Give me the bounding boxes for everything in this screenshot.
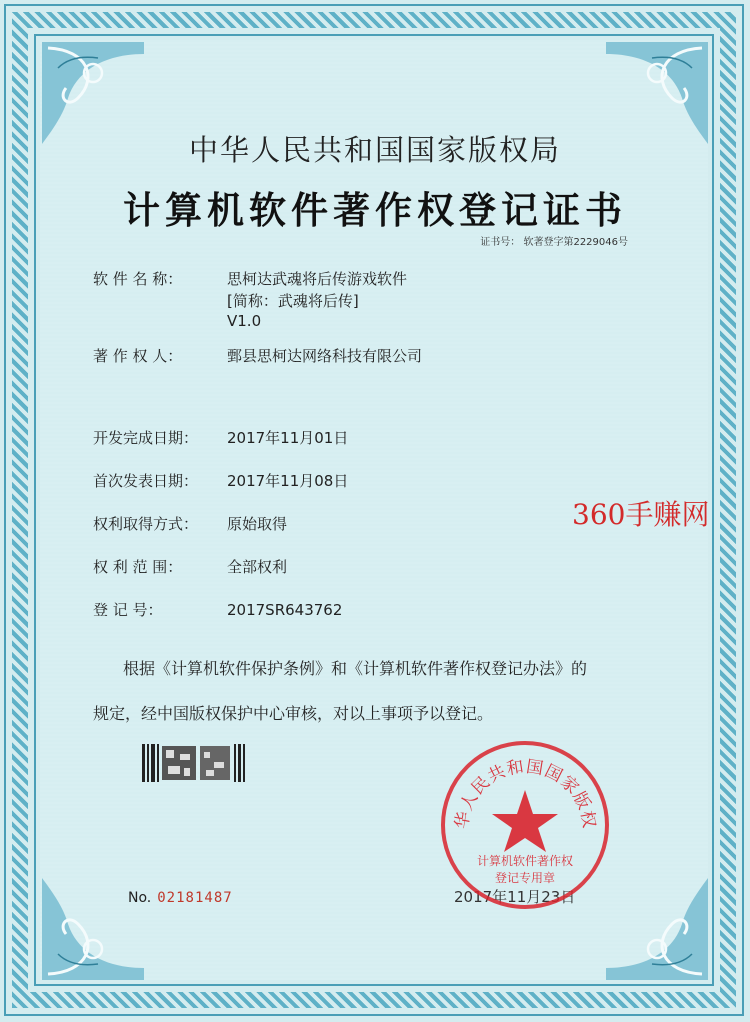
- watermark-text: 360手赚网: [572, 498, 710, 531]
- statement-line-1: 根据《计算机软件保护条例》和《计算机软件著作权登记办法》的: [123, 659, 588, 678]
- software-name-row: [93, 268, 407, 289]
- acquire-row: [93, 513, 287, 534]
- serial-number: [128, 890, 233, 906]
- svg-text:计算机软件著作权: 计算机软件著作权: [476, 854, 574, 868]
- dev-date-row: [93, 427, 348, 448]
- scope-value: 全部权利: [227, 558, 288, 576]
- certificate-title: 计算机软件著作权登记证书: [123, 189, 627, 232]
- acquire-value: 原始取得: [227, 515, 288, 533]
- dev-date-value: 2017年11月01日: [227, 429, 349, 447]
- pub-date-label: 首次发表日期：: [93, 472, 199, 490]
- short-name-value: [简称：武魂将后传]: [227, 292, 359, 310]
- version-value: V1.0: [227, 312, 262, 330]
- svg-text:登记专用章: 登记专用章: [494, 871, 556, 885]
- barcode-icon: [142, 744, 247, 782]
- scope-label: 权 利 范 围：: [93, 558, 183, 576]
- serial-value: 02181487: [157, 890, 233, 906]
- owner-value: 鄄县思柯达网络科技有限公司: [227, 347, 423, 365]
- official-seal-stamp: [438, 738, 613, 913]
- statement-line-2: 规定，经中国版权保护中心审核，对以上事项予以登记。: [93, 704, 494, 723]
- acquire-label: 权利取得方式：: [93, 515, 199, 533]
- corner-ornament-icon: [602, 874, 712, 984]
- pub-date-row: [93, 470, 348, 491]
- dev-date-label: 开发完成日期：: [93, 429, 199, 447]
- registration-label: 登 记 号：: [93, 601, 163, 619]
- software-name-value: 思柯达武魂将后传游戏软件: [227, 270, 408, 288]
- registration-value: 2017SR643762: [227, 601, 343, 619]
- scope-row: [93, 556, 287, 577]
- issuing-authority-title: 中华人民共和国国家版权局: [188, 133, 561, 167]
- software-name-label: 软 件 名 称：: [93, 270, 183, 288]
- issue-date: 2017年11月23日: [454, 888, 576, 906]
- pub-date-value: 2017年11月08日: [227, 472, 349, 490]
- svg-text:中华人民共和国国家版权局: 华人民共和国国家版权: [452, 756, 599, 831]
- owner-label: 著 作 权 人：: [93, 347, 183, 365]
- owner-row: [93, 345, 422, 366]
- serial-label: No.: [128, 890, 152, 906]
- registration-row: [93, 599, 342, 620]
- certificate-number: 证书号： 软著登字第2229046号: [480, 237, 628, 248]
